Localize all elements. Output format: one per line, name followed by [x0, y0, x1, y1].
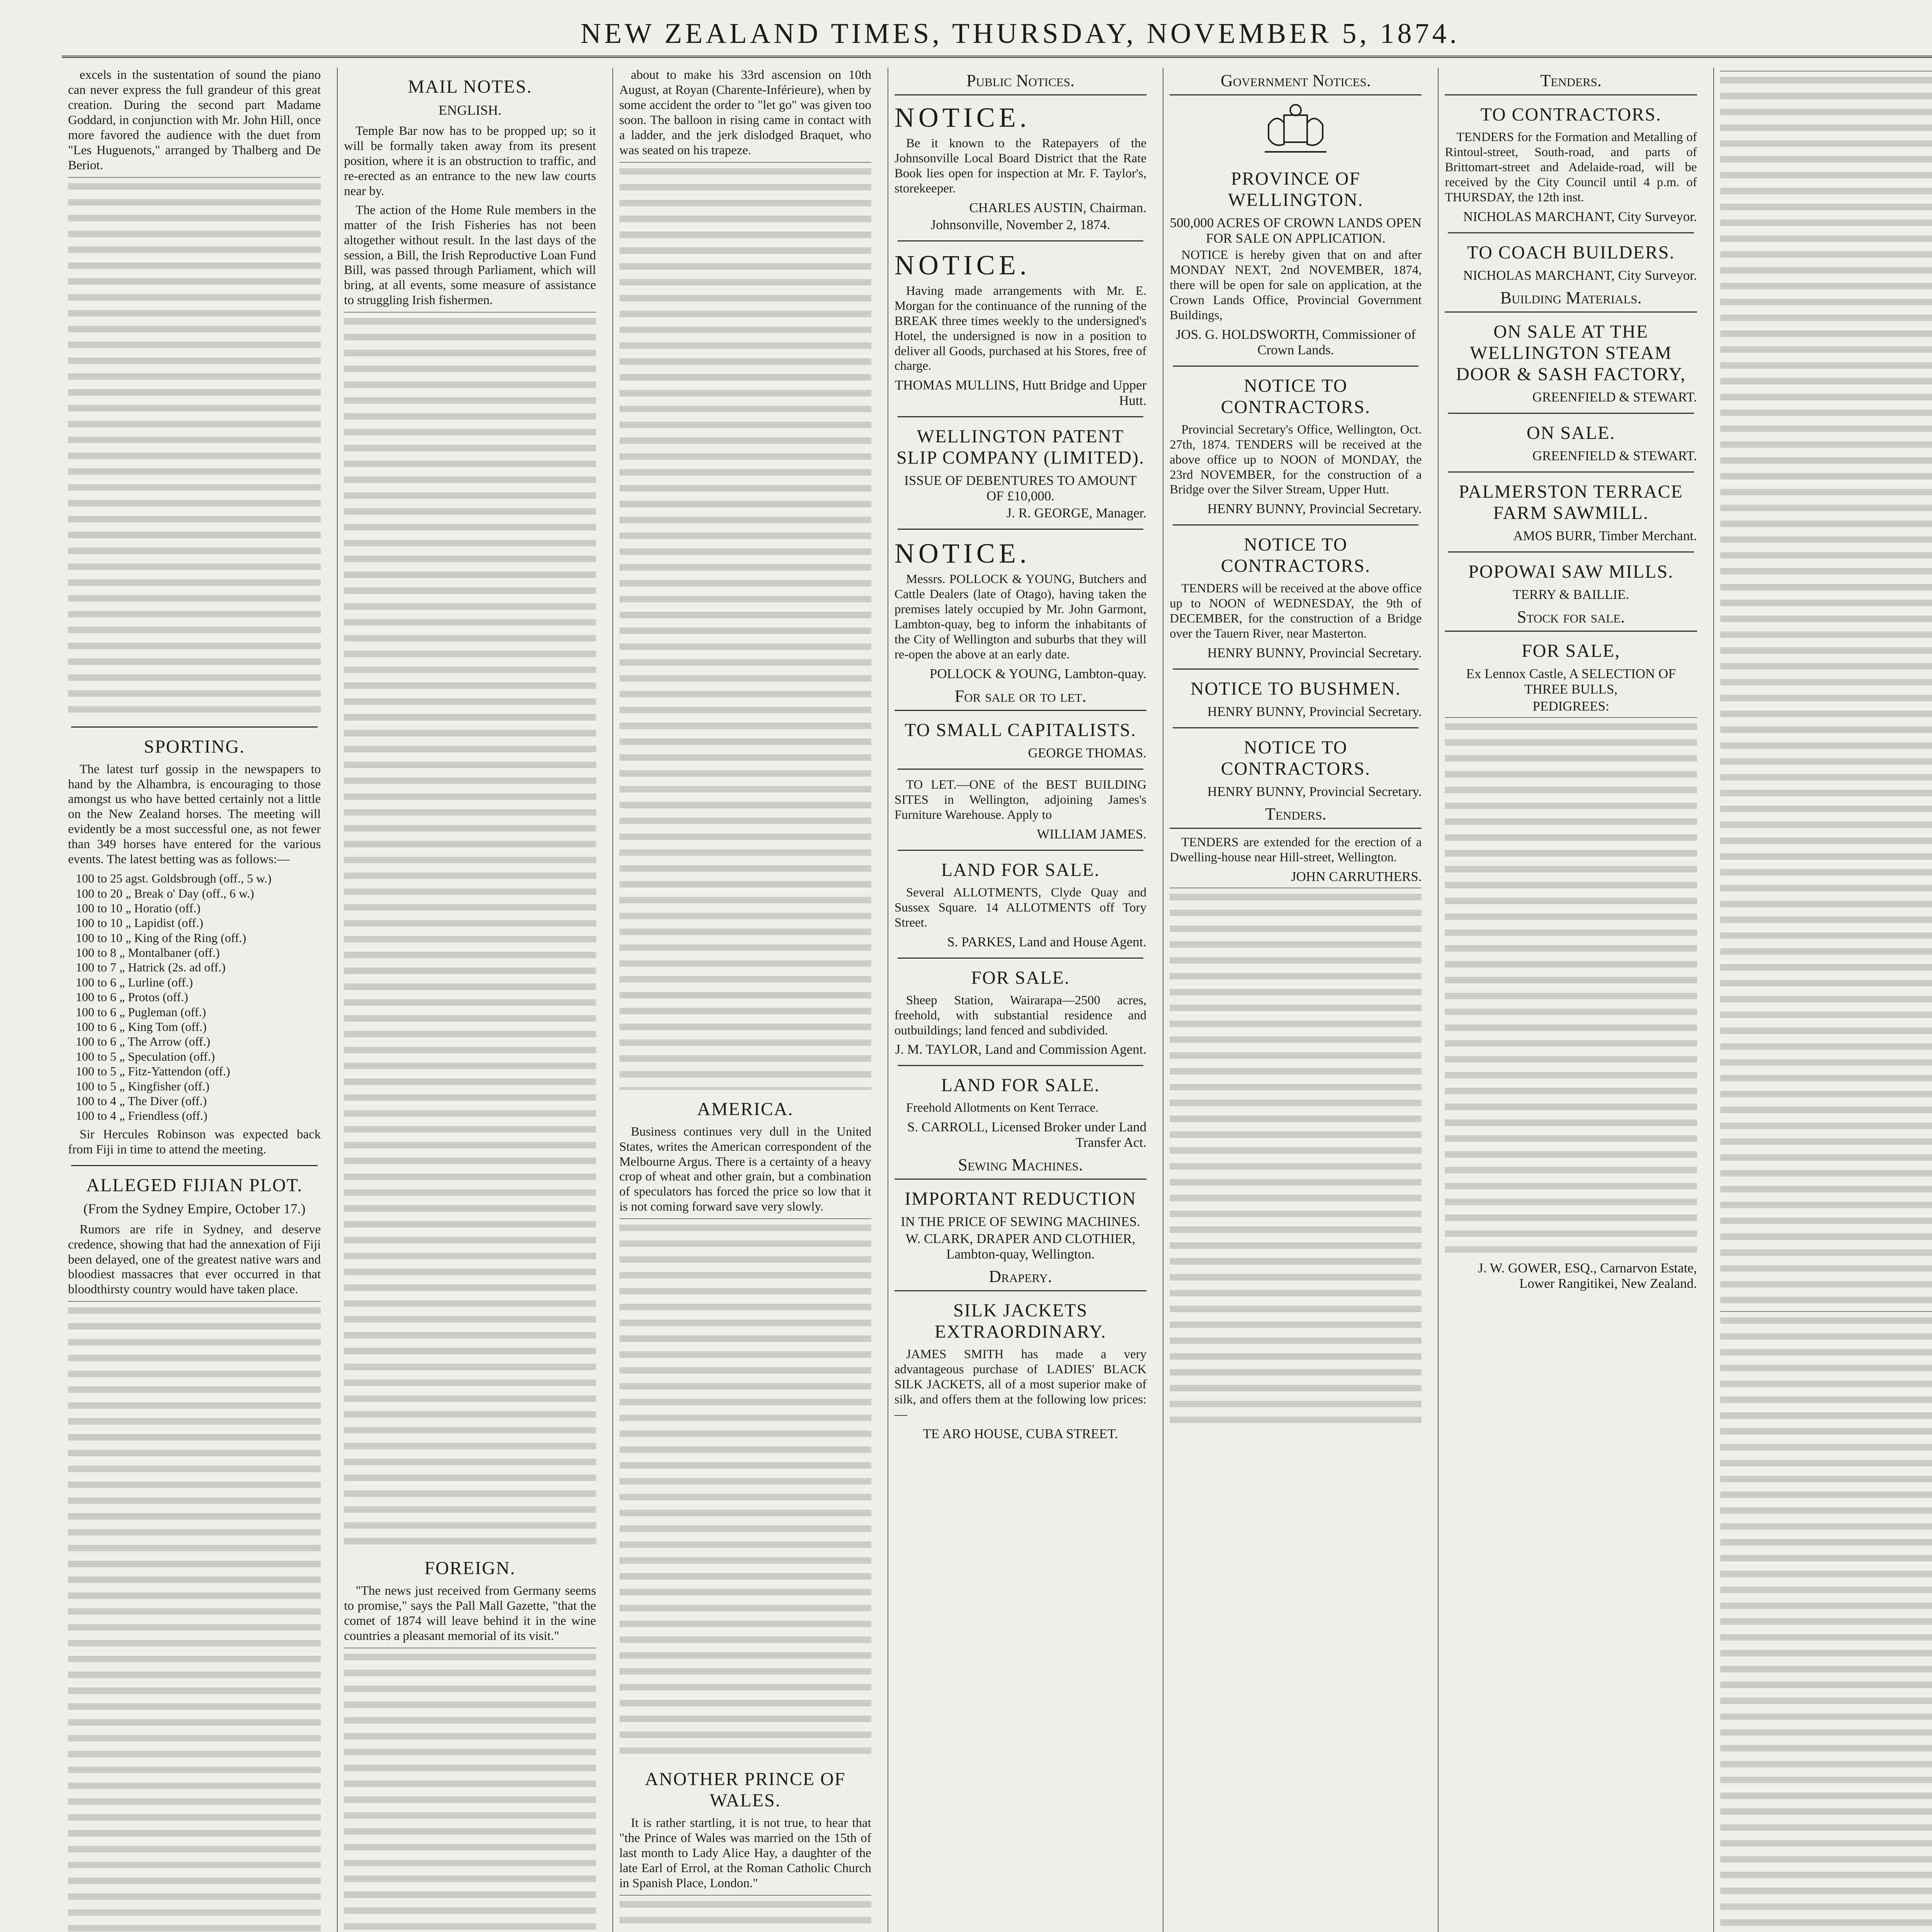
- notice-date: Johnsonville, November 2, 1874.: [930, 217, 1111, 232]
- odds-line: 100 to 6 „ King Tom (off.): [76, 1020, 207, 1034]
- another-prince-heading: ANOTHER PRINCE OF WALES.: [645, 1769, 846, 1811]
- contractors-signature: HENRY BUNNY, Provincial Secretary.: [1207, 501, 1422, 517]
- ad-signature: J. M. TAYLOR, Land and Commission Agent.: [895, 1042, 1147, 1057]
- palmerston-signature: AMOS BURR, Timber Merchant.: [1513, 528, 1697, 543]
- sporting-text: The latest turf gossip in the newspapers to hand by the Alhambra, is encouraging to those amongst us who have betted certainly not a little on the New Zealand horses. The meeting will evidently be a most successful one, as not fewer than 349 horses have entered for the various events. The latest betting was as follows:—: [68, 762, 321, 867]
- ad-heading: IMPORTANT REDUCTION: [905, 1189, 1136, 1209]
- betting-odds-list: [76, 871, 321, 1123]
- contractors-signature: NICHOLAS MARCHANT, City Surveyor.: [1463, 209, 1697, 224]
- balloon-article-text: about to make his 33rd ascension on 10th August, at Royan (Charente-Inférieure), when by some accident the order to "let go" was given too soon. The balloon in rising came in contact with a ladder, and the jerk dislodged Braquet, who was seated on his trapeze.: [619, 68, 871, 157]
- odds-line: 100 to 20 „ Break o' Day (off., 6 w.): [76, 886, 254, 900]
- ad-signature: WILLIAM JAMES.: [1037, 826, 1147, 842]
- article-text-block: [68, 177, 321, 719]
- contractors-heading: NOTICE TO CONTRACTORS.: [1221, 737, 1371, 779]
- divider: [898, 957, 1143, 959]
- divider: [1173, 727, 1418, 728]
- divider: [71, 726, 318, 728]
- contractors-text: TENDERS will be received at the above office up to NOON of WEDNESDAY, the 9th of DECEMBER, for the construction of a Bridge over the Tauern River, near Masterton.: [1170, 582, 1422, 641]
- masthead-title: NEW ZEALAND TIMES, THURSDAY, NOVEMBER 5, 1874.: [580, 17, 1460, 49]
- odds-line: 100 to 6 „ Pugleman (off.): [76, 1005, 206, 1019]
- tenders-signature: JOHN CARRUTHERS.: [1291, 869, 1422, 884]
- ad-signature: S. CARROLL, Licensed Broker under Land Transfer Act.: [907, 1119, 1147, 1150]
- ad-heading: SILK JACKETS EXTRAORDINARY.: [934, 1300, 1107, 1342]
- divider: [898, 416, 1143, 417]
- article-text-block: [619, 1218, 871, 1760]
- pedigrees-label: PEDIGREES:: [1532, 698, 1609, 714]
- column-1: [62, 68, 327, 1932]
- crown-lands-text: NOTICE is hereby given that on and after MONDAY NEXT, 2nd NOVEMBER, 1874, there will be open for sale on application, at the Crown Lands Office, Provincial Government Buildings,: [1170, 248, 1422, 322]
- mail-notes-heading: MAIL NOTES.: [408, 77, 532, 97]
- concert-report-text: excels in the sustentation of sound the piano can never express the full grandeur of this great creation. During the second part Madame Goddard, in conjunction with Mr. John Hill, once more favored the audience with the duet from "Les Huguenots," arranged by Thalberg and De Beriot.: [68, 68, 321, 172]
- mail-notes-text: Temple Bar now has to be propped up; so it will be formally taken away from its present position, where it is an obstruction to traffic, and re-erected as an entrance to the new law courts near by.: [344, 124, 596, 198]
- odds-line: 100 to 6 „ Protos (off.): [76, 990, 188, 1004]
- odds-line: 100 to 4 „ The Diver (off.): [76, 1094, 207, 1108]
- odds-line: 100 to 25 agst. Goldsbrough (off., 5 w.): [76, 871, 272, 886]
- masthead: [62, 12, 1932, 58]
- ad-text: Freehold Allotments on Kent Terrace.: [906, 1101, 1099, 1115]
- ad-heading: FOR SALE.: [971, 967, 1070, 988]
- america-text: Business continues very dull in the United States, writes the American correspondent of the Melbourne Argus. There is a certainty of a heavy crop of wheat and other grain, but a combination of speculators has forced the price so low that it is not coming forward save very slowly.: [619, 1124, 871, 1214]
- crown-lands-heading: 500,000 ACRES OF CROWN LANDS OPEN FOR SALE ON APPLICATION.: [1170, 215, 1422, 246]
- divider: [1448, 471, 1694, 473]
- odds-line: 100 to 7 „ Hatrick (2s. ad off.): [76, 960, 226, 975]
- ad-text: IN THE PRICE OF SEWING MACHINES.: [901, 1214, 1140, 1230]
- coach-builders-signature: NICHOLAS MARCHANT, City Surveyor.: [1463, 267, 1697, 283]
- divider: [898, 769, 1143, 770]
- bushmen-signature: HENRY BUNNY, Provincial Secretary.: [1207, 704, 1422, 719]
- divider: [898, 1065, 1143, 1066]
- sash-factory-signature: GREENFIELD & STEWART.: [1532, 389, 1697, 405]
- divider: [898, 529, 1143, 530]
- popowai-heading: POPOWAI SAW MILLS.: [1468, 561, 1674, 582]
- on-sale-heading: ON SALE.: [1526, 422, 1616, 443]
- foreign-text: "The news just received from Germany seems to promise," says the Pall Mall Gazette, "that the comet of 1874 will leave behind it in the wine countries a pleasant memorial of its visit.": [344, 1584, 596, 1643]
- ad-heading: LAND FOR SALE.: [941, 859, 1100, 880]
- odds-line: 100 to 5 „ Fitz-Yattendon (off.): [76, 1064, 230, 1078]
- ad-heading: LAND FOR SALE.: [941, 1075, 1100, 1096]
- mail-notes-text: The action of the Home Rule members in the matter of the Irish Fisheries has not been altogether without result. In the last days of the session, a Bill, the Irish Reproductive Loan Fund Bill, was passed through Parliament, which will bring, at all events, some measure of assistance to struggling Irish fishermen.: [344, 203, 596, 308]
- tenders-header: Tenders.: [1170, 801, 1422, 829]
- notice-text: Be it known to the Ratepayers of the Johnsonville Local Board District that the Rate Book lies open for inspection at Mr. F. Taylor's, storekeeper.: [894, 136, 1147, 196]
- notice-text: Having made arrangements with Mr. E. Morgan for the continuance of the running of the BREAK three times weekly to the undersigned's Hotel, the undersigned is now in a position to deliver all Goods, purchased at his Stores, free of charge.: [894, 284, 1147, 373]
- ad-text: JAMES SMITH has made a very advantageous purchase of LADIES' BLACK SILK JACKETS, all of a most superior make of silk, and offers them at the following low prices:—: [894, 1347, 1147, 1422]
- ad-text: TO LET.—ONE of the BEST BUILDING SITES in Wellington, adjoining James's Furniture Warehouse. Apply to: [894, 778, 1147, 822]
- odds-line: 100 to 4 „ Friendless (off.): [76, 1109, 207, 1123]
- ad-text: Several ALLOTMENTS, Clyde Quay and Sussex Square. 14 ALLOTMENTS off Tory Street.: [894, 885, 1147, 930]
- odds-line: 100 to 10 „ Lapidist (off.): [76, 916, 204, 930]
- contractors-signature: HENRY BUNNY, Provincial Secretary.: [1207, 645, 1422, 661]
- article-text-block: [1170, 888, 1422, 1429]
- divider: [1448, 232, 1694, 233]
- coach-builders-heading: TO COACH BUILDERS.: [1467, 242, 1675, 263]
- ad-signature: S. PARKES, Land and House Agent.: [947, 934, 1147, 949]
- contractors-text: Provincial Secretary's Office, Wellington, Oct. 27th, 1874. TENDERS will be received at the above office up to NOON of MONDAY, the 23rd NOVEMBER, for the construction of a Bridge over the Silver Stream, Upper Hutt.: [1170, 422, 1422, 497]
- contractors-text: TENDERS for the Formation and Metalling of Rintoul-street, South-road, and parts of Brittomart-street and Adelaide-road, will be received by the City Council until 4 p.m. of THURSDAY, the 12th inst.: [1445, 130, 1697, 204]
- article-text-block: [1720, 71, 1932, 1308]
- tenders-header: Tenders.: [1445, 68, 1697, 95]
- fiji-plot-text: Rumors are rife in Sydney, and deserve credence, showing that had the annexation of Fiji been delayed, one of the greatest native wars and bloodiest massacres that ever occurred in that bloodthirsty country would have taken place.: [68, 1222, 321, 1297]
- divider: [1173, 366, 1418, 367]
- province-heading: PROVINCE OF WELLINGTON.: [1228, 168, 1364, 210]
- on-sale-signature: GREENFIELD & STEWART.: [1532, 448, 1697, 463]
- column-3: [612, 68, 878, 1932]
- column-6: [1438, 68, 1703, 1932]
- for-sale-header: For sale or to let.: [895, 683, 1146, 711]
- divider: [71, 1165, 318, 1166]
- odds-line: 100 to 5 „ Speculation (off.): [76, 1049, 215, 1063]
- sporting-closing: Sir Hercules Robinson was expected back from Fiji in time to attend the meeting.: [68, 1127, 321, 1156]
- ad-heading: TO SMALL CAPITALISTS.: [905, 720, 1136, 740]
- odds-line: 100 to 10 „ Horatio (off.): [76, 901, 201, 915]
- ad-signature: W. CLARK, DRAPER AND CLOTHIER, Lambton-quay, Wellington.: [905, 1231, 1136, 1262]
- ad-signature: TE ARO HOUSE, CUBA STREET.: [923, 1426, 1118, 1442]
- article-text-block: [68, 1301, 321, 1932]
- drapery-header: Drapery.: [895, 1264, 1146, 1291]
- palmerston-heading: PALMERSTON TERRACE FARM SAWMILL.: [1459, 481, 1683, 523]
- article-text-block: [1720, 1311, 1932, 1932]
- government-notices-header: Government Notices.: [1170, 68, 1422, 95]
- column-7: [1713, 68, 1932, 1932]
- patent-slip-signature: J. R. GEORGE, Manager.: [1006, 505, 1147, 521]
- notice-heading: NOTICE.: [894, 102, 1031, 133]
- public-notices-header: Public Notices.: [895, 68, 1146, 95]
- contractors-signature: HENRY BUNNY, Provincial Secretary.: [1207, 784, 1422, 799]
- divider: [1448, 551, 1694, 553]
- building-materials-header: Building Materials.: [1445, 285, 1697, 313]
- another-prince-text: It is rather startling, it is not true, to hear that "the Prince of Wales was married on the 15th of last month to Lady Alice Hay, a daughter of the late Earl of Errol, at the Roman Catholic Church in Spanish Place, London.": [619, 1816, 871, 1890]
- royal-crest-icon: [1257, 102, 1334, 160]
- article-text-block: [1445, 717, 1697, 1259]
- mail-notes-subtitle: ENGLISH.: [438, 102, 502, 118]
- foreign-heading: FOREIGN.: [424, 1558, 516, 1579]
- notice-signature: POLLOCK & YOUNG, Lambton-quay.: [929, 666, 1147, 681]
- patent-slip-text: ISSUE OF DEBENTURES TO AMOUNT OF £10,000.: [904, 473, 1137, 504]
- stock-for-sale-header: Stock for sale.: [1445, 604, 1697, 632]
- notice-text: Messrs. POLLOCK & YOUNG, Butchers and Cattle Dealers (late of Otago), having taken the premises lately occupied by Mr. John Garmont, Lambton-quay, beg to inform the inhabitants of the City of Wellington and suburbs that they will re-open the above at an early date.: [894, 572, 1147, 662]
- contractors-heading: NOTICE TO CONTRACTORS.: [1221, 534, 1371, 577]
- column-4: [888, 68, 1153, 1932]
- column-2: [337, 68, 602, 1932]
- column-5: [1163, 68, 1428, 1932]
- article-text-block: [619, 162, 871, 1090]
- sporting-heading: SPORTING.: [144, 736, 245, 757]
- odds-line: 100 to 6 „ Lurline (off.): [76, 975, 193, 989]
- ad-text: Sheep Station, Wairarapa—2500 acres, freehold, with substantial residence and outbuildings; land fenced and subdivided.: [894, 993, 1147, 1037]
- notice-heading: NOTICE.: [894, 249, 1031, 281]
- article-text-block: [344, 312, 596, 1549]
- crown-lands-signature: JOS. G. HOLDSWORTH, Commissioner of Crown Lands.: [1175, 327, 1416, 357]
- newspaper-columns: [62, 68, 1932, 1932]
- sewing-machines-header: Sewing Machines.: [895, 1152, 1146, 1180]
- bushmen-heading: NOTICE TO BUSHMEN.: [1190, 679, 1401, 699]
- stock-text: Ex Lennox Castle, A SELECTION OF THREE BULLS,: [1466, 666, 1676, 697]
- notice-signature: CHARLES AUSTIN, Chairman.: [969, 200, 1147, 215]
- odds-line: 100 to 6 „ The Arrow (off.): [76, 1034, 211, 1049]
- notice-signature: THOMAS MULLINS, Hutt Bridge and Upper Hutt.: [895, 378, 1147, 408]
- ad-signature: GEORGE THOMAS.: [1028, 745, 1147, 760]
- tenders-text: TENDERS are extended for the erection of a Dwelling-house near Hill-street, Wellington.: [1170, 835, 1422, 865]
- contractors-heading: NOTICE TO CONTRACTORS.: [1221, 375, 1371, 417]
- article-text-block: [344, 1648, 596, 1932]
- divider: [1448, 413, 1694, 414]
- america-heading: AMERICA.: [697, 1099, 794, 1119]
- popowai-signature: TERRY & BAILLIE.: [1513, 587, 1629, 602]
- notice-heading: NOTICE.: [894, 538, 1031, 569]
- stock-heading: FOR SALE,: [1521, 640, 1621, 661]
- sash-factory-heading: ON SALE AT THE WELLINGTON STEAM DOOR & SASH FACTORY,: [1456, 321, 1686, 384]
- odds-line: 100 to 5 „ Kingfisher (off.): [76, 1079, 209, 1093]
- divider: [898, 850, 1143, 851]
- divider: [1173, 668, 1418, 670]
- contractors-heading: TO CONTRACTORS.: [1480, 104, 1662, 125]
- divider: [1173, 524, 1418, 526]
- divider: [898, 240, 1143, 242]
- patent-slip-heading: WELLINGTON PATENT SLIP COMPANY (LIMITED).: [896, 426, 1145, 468]
- odds-line: 100 to 8 „ Montalbaner (off.): [76, 946, 220, 960]
- fiji-plot-source: (From the Sydney Empire, October 17.): [83, 1201, 306, 1216]
- odds-line: 100 to 10 „ King of the Ring (off.): [76, 930, 247, 945]
- article-text-block: [619, 1895, 871, 1932]
- fiji-plot-heading: ALLEGED FIJIAN PLOT.: [86, 1175, 303, 1196]
- stock-signature: J. W. GOWER, ESQ., Carnarvon Estate, Lower Rangitikei, New Zealand.: [1478, 1260, 1697, 1291]
